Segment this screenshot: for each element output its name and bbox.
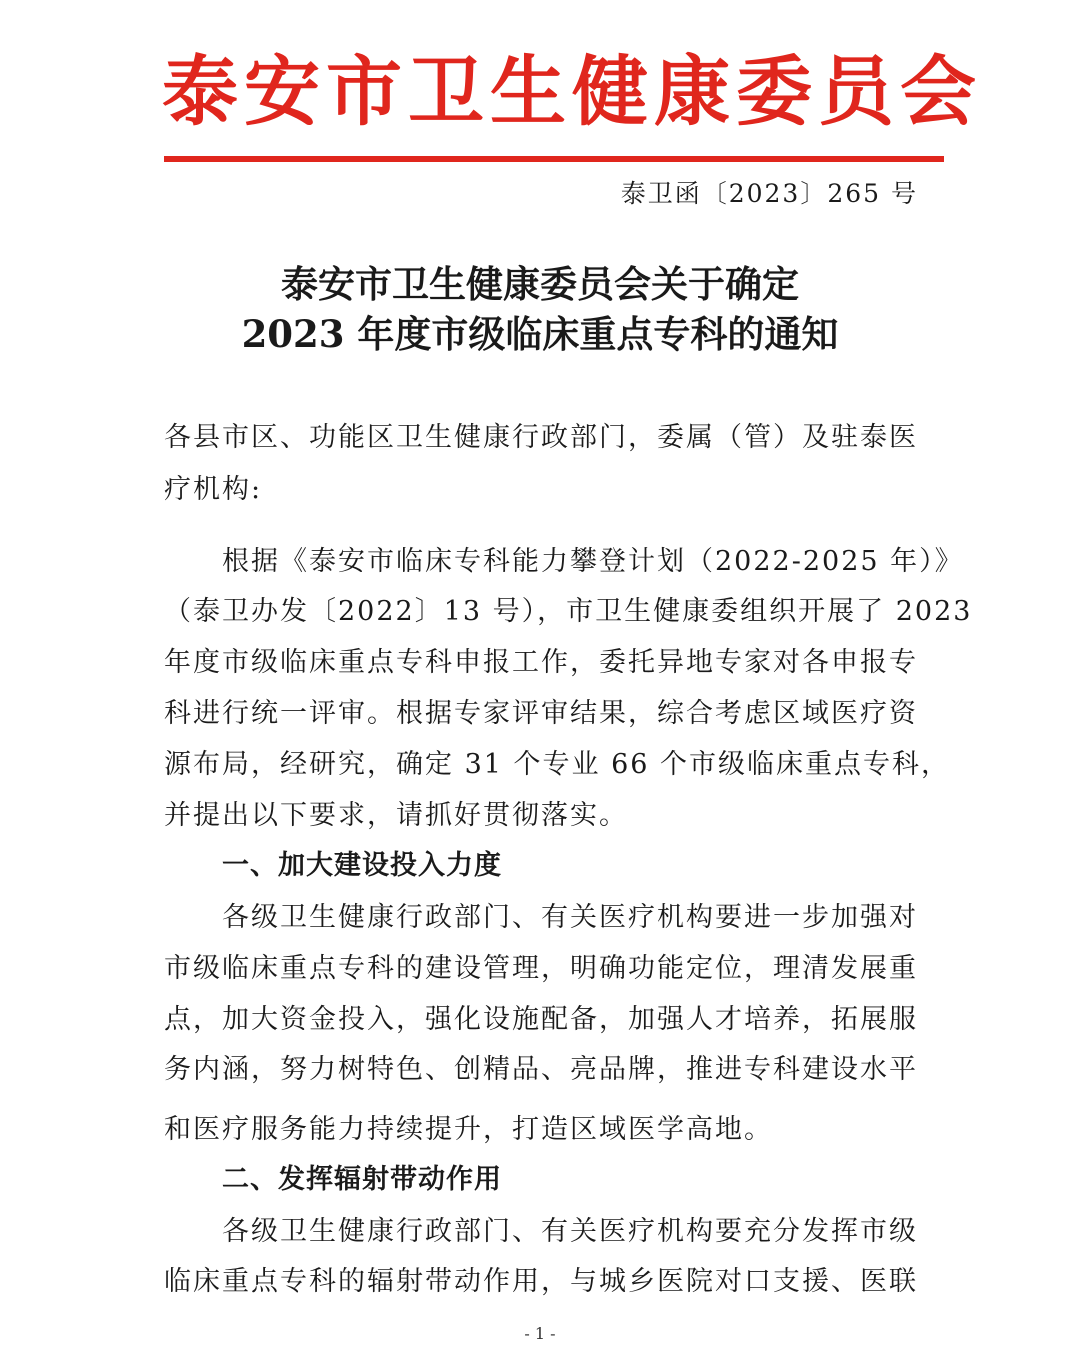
paragraph-line: 务内涵，努力树特色、创精品、亮品牌，推进专科建设水平 xyxy=(164,1054,918,1085)
addressee-line: 各县市区、功能区卫生健康行政部门，委属（管）及驻泰医 xyxy=(164,422,918,453)
paragraph-line: 各级卫生健康行政部门、有关医疗机构要充分发挥市级 xyxy=(222,1216,918,1247)
notice-title-line-2: 2023 年度市级临床重点专科的通知 xyxy=(241,312,839,356)
notice-title-line-1: 泰安市卫生健康委员会关于确定 xyxy=(281,262,799,306)
paragraph-line: 临床重点专科的辐射带动作用，与城乡医院对口支援、医联 xyxy=(164,1266,918,1297)
paragraph-line: 和医疗服务能力持续提升，打造区域医学高地。 xyxy=(164,1114,773,1145)
paragraph-line: 点，加大资金投入，强化设施配备，加强人才培养，拓展服 xyxy=(164,1004,918,1035)
document-number: 泰卫函〔2023〕265 号 xyxy=(620,179,918,208)
red-divider-line xyxy=(164,156,944,162)
paragraph-line: 根据《泰安市临床专科能力攀登计划（2022-2025 年）》 xyxy=(222,546,964,577)
masthead-title: 泰安市卫生健康委员会 xyxy=(162,47,982,136)
paragraph-line: （泰卫办发〔2022〕13 号），市卫生健康委组织开展了 2023 xyxy=(164,596,973,627)
section-heading-2: 二、发挥辐射带动作用 xyxy=(222,1164,502,1195)
paragraph-line: 源布局，经研究，确定 31 个专业 66 个市级临床重点专科， xyxy=(164,749,951,780)
paragraph-line: 并提出以下要求，请抓好贯彻落实。 xyxy=(164,800,628,831)
paragraph-line: 年度市级临床重点专科申报工作，委托异地专家对各申报专 xyxy=(164,647,918,678)
paragraph-line: 科进行统一评审。根据专家评审结果，综合考虑区域医疗资 xyxy=(164,698,918,729)
paragraph-line: 市级临床重点专科的建设管理，明确功能定位，理清发展重 xyxy=(164,953,918,984)
page-number: - 1 - xyxy=(524,1324,556,1343)
addressee-line: 疗机构: xyxy=(164,474,263,505)
paragraph-line: 各级卫生健康行政部门、有关医疗机构要进一步加强对 xyxy=(222,902,918,933)
section-heading-1: 一、加大建设投入力度 xyxy=(222,850,502,881)
